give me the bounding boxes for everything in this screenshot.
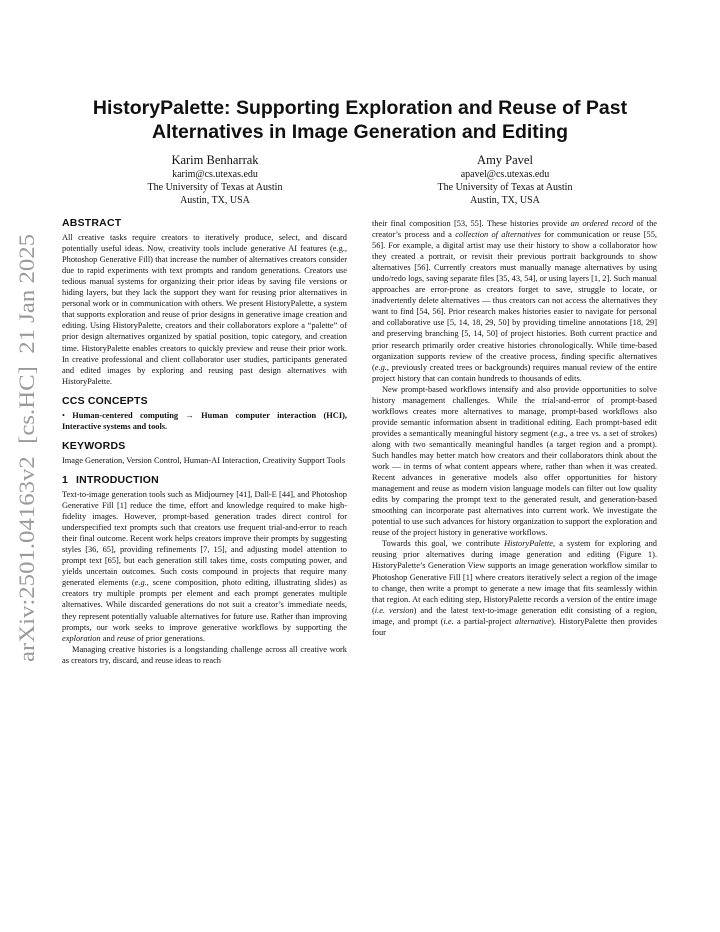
intro-paragraph-1: Text-to-image generation tools such as Midjourney [41], Dall-E [44], and Photoshop Generative Fill [1] reduce the time, effort and knowledge required to make high-fidelity images. However, prompt-based generation trades direct control for underspecified text prompts such that creators use frequent trial-and-error to reach their final outcome. Recent work helps creators improve their prompts by suggesting styles [36, 65], providing refinements [7, 15], and adjusting model attention to prompt text [65], but each generation still takes time, costs computing power, and yields uncertain outcomes. Such costs compound in projects that require many generated elements (e.g., scene composition, photo editing, illustrating slides) as creators try multiple prompts per element and each prompt generates multiple alternatives. While discarded generations do not suit a creator’s immediate needs, they represent potentially valuable alternatives for future use. Rather than improving prompts, our work seeks to improve generative workflows by supporting the exploration and reuse of prior generations. — [62, 489, 347, 643]
title-line-2: Alternatives in Image Generation and Editing — [151, 121, 569, 143]
keywords-text: Image Generation, Version Control, Human-AI Interaction, Creativity Support Tools — [62, 455, 346, 465]
arxiv-stamp-text: arXiv:2501.04163v2 [cs.HC] 21 Jan 2025 — [14, 273, 39, 662]
keywords-heading: KEYWORDS — [62, 439, 126, 452]
author-1 — [85, 152, 345, 207]
author-name: Karim Benharrak — [171, 153, 259, 167]
intro-paragraph-3: New prompt-based workflows intensify and also provide opportunities to solve history management challenges. While the trial-and-error of prompt-based workflows creates more alternatives to manage, prompt-based workflows also provide semantic information absent in traditional editing. Each prompt-based edit provides a semantically meaningful history segment (e.g., a tree vs. a set of strokes) along with two semantically meaningful handles (a target region and a prompt). Such handles may better match how creators and their collaborators think about the work — in terms of what content appears where, rather than when it was created. Recent advances in generative models also offer opportunities for history management and reuse as modern vision language models can filter out low quality edits by comparing the prompt text to the generated result, and generation-based smoothing can incorporate past alternatives into current work. We investigate the potential to use such advances for history organization to support the exploration and reuse of the project history in generative workflows. — [372, 384, 657, 538]
abstract-section — [62, 218, 347, 387]
section-title: INTRODUCTION — [76, 473, 159, 486]
abstract-text: All creative tasks require creators to iteratively produce, select, and discard potentially useful ideas. Now, creativity tools include generative AI features (e.g., Photoshop Generative Fill) that increase the number of alternatives creators consider due to rapid experiments with text prompts and random generations. Creators use tedious manual systems for organizing their prior ideas by saving file versions or hiding layers, but they lack the support they want for reusing prior alternatives in personal work or in communication with others. We present HistoryPalette, a system that supports exploration and reuse of prior designs in generative image creation and editing. Using HistoryPalette, creators and their collaborators explore a “palette” of prior design alternatives organized by spatial position, topic category, and creation time. HistoryPalette enables creators to quickly preview and reuse their prior work. In creative professional and client collaborator user studies, participants generated and edited images by exploring and reusing past design alternatives with HistoryPalette. — [62, 233, 347, 386]
abstract-heading: ABSTRACT — [62, 217, 122, 229]
introduction-heading — [62, 475, 347, 486]
introduction-section — [62, 475, 347, 666]
author-2 — [375, 152, 635, 207]
ccs-heading: CCS CONCEPTS — [62, 394, 148, 407]
ccs-concepts: Human-centered computing → Human computer interaction (HCI), Interactive systems and tools. — [62, 410, 348, 431]
author-name: Amy Pavel — [477, 153, 533, 167]
section-number: 1 — [62, 473, 69, 486]
left-column — [62, 218, 347, 675]
ccs-section — [62, 396, 347, 432]
arxiv-stamp — [8, 232, 44, 662]
right-column — [372, 218, 657, 638]
author-affiliation: The University of Texas at Austin — [437, 182, 573, 193]
intro-paragraph-2-cont: their final composition [53, 55]. These histories provide an ordered record of the creator’s process and a collection of alternatives for communication or reuse [55, 56]. For example, a digital artist may use their history to show a collaborator how they created a portrait, or revisit their previous portrait backgrounds to show alternatives [56]. Currently creators must manually manage alternatives by using undo/redo logs, saving separate files [35, 43, 54], or using layers [1, 2]. Such manual approaches are error-prone as creators forget to save, struggle to locate, or inadvertently delete alternatives — thus creators can not access the alternatives they want to find [54, 56]. Prior research makes histories easier to navigate for personal and collaborative use [5, 14, 18, 29, 50] by providing timeline annotations [18, 29] and preserving branching [5, 14, 50] of project histories. Both current practice and prior research primarily order creative histories chronologically. While time-based organization supports review of the creative process, finding specific alternatives (e.g., previously created trees or backgrounds) requires manual review of the entire project history that can contain hundreds to thousands of edits. — [372, 219, 657, 383]
ccs-bullet: • — [62, 410, 65, 420]
author-location: Austin, TX, USA — [470, 195, 540, 206]
author-email: karim@cs.utexas.edu — [172, 169, 258, 180]
intro-paragraph-2-start: Managing creative histories is a longstanding challenge across all creative work as creators try, discard, and reuse ideas to reach — [62, 644, 347, 665]
intro-paragraph-4: Towards this goal, we contribute HistoryPalette, a system for exploring and reusing prior alternatives during image generation and editing (Figure 1). HistoryPalette’s Generation View supports an image generation workflow similar to Photoshop Generative Fill [1] where creators iteratively select a region of the image to change, then write a prompt to generate a new image that fits seamlessly within that region. At each editing step, HistoryPalette records a version of the entire image (i.e. version) and the latest text-to-image generation edit consisting of a region, image, and prompt (i.e. a partial-project alternative). HistoryPalette then provides four — [372, 539, 658, 637]
paper-title — [60, 96, 660, 144]
author-affiliation: The University of Texas at Austin — [147, 182, 283, 193]
title-line-1: HistoryPalette: Supporting Exploration and Reuse of Past — [92, 97, 628, 119]
ccs-text — [62, 410, 347, 432]
author-location: Austin, TX, USA — [180, 195, 250, 206]
keywords-section — [62, 441, 347, 466]
author-email: apavel@cs.utexas.edu — [460, 169, 550, 180]
